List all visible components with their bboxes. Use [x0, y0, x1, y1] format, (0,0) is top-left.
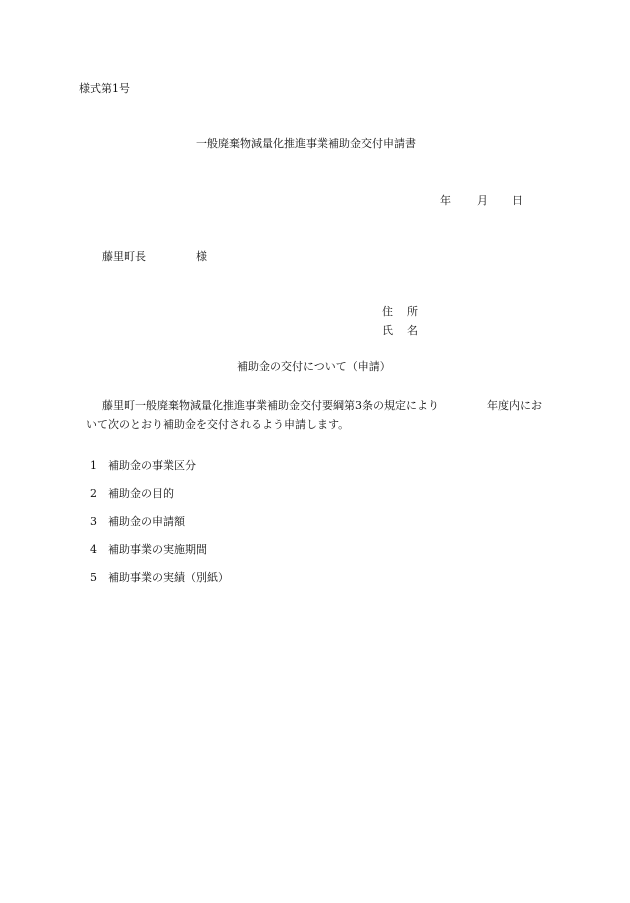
list-item-label: 補助金の目的: [108, 487, 174, 500]
applicant-address-label-2: 所: [407, 305, 418, 318]
form-number: 様式第1号: [79, 82, 130, 95]
list-item-number: 3: [90, 515, 97, 528]
list-item: [90, 572, 229, 583]
subject-line: 補助金の交付について（申請）: [237, 360, 391, 373]
list-item: [90, 516, 185, 527]
addressee-name: 藤里町長: [102, 250, 146, 263]
list-item-label: 補助事業の実施期間: [108, 543, 207, 556]
list-item-number: 2: [90, 487, 97, 500]
applicant-address-label: 住: [382, 305, 393, 318]
list-item: [90, 544, 207, 555]
applicant-name-label: 氏: [382, 324, 393, 337]
list-item-label: 補助事業の実績（別紙）: [108, 571, 229, 584]
date-day-label: 日: [512, 194, 523, 207]
applicant-name-label-2: 名: [407, 324, 418, 337]
date-month-label: 月: [477, 194, 488, 207]
addressee-honorific: 様: [196, 250, 207, 263]
list-item-number: 1: [90, 459, 97, 472]
body-text-line-1-end: 年度内にお: [487, 399, 542, 412]
list-item: [90, 488, 174, 499]
body-text-line-1: 藤里町一般廃棄物減量化推進事業補助金交付要綱第3条の規定により: [102, 399, 439, 412]
date-year-label: 年: [440, 194, 451, 207]
body-text-line-2: いて次のとおり補助金を交付されるよう申請します。: [86, 418, 350, 431]
list-item-number: 4: [90, 543, 97, 556]
document-title: 一般廃棄物減量化推進事業補助金交付申請書: [196, 137, 416, 150]
list-item-number: 5: [90, 571, 97, 584]
list-item-label: 補助金の申請額: [108, 515, 185, 528]
list-item-label: 補助金の事業区分: [108, 459, 196, 472]
list-item: [90, 460, 196, 471]
